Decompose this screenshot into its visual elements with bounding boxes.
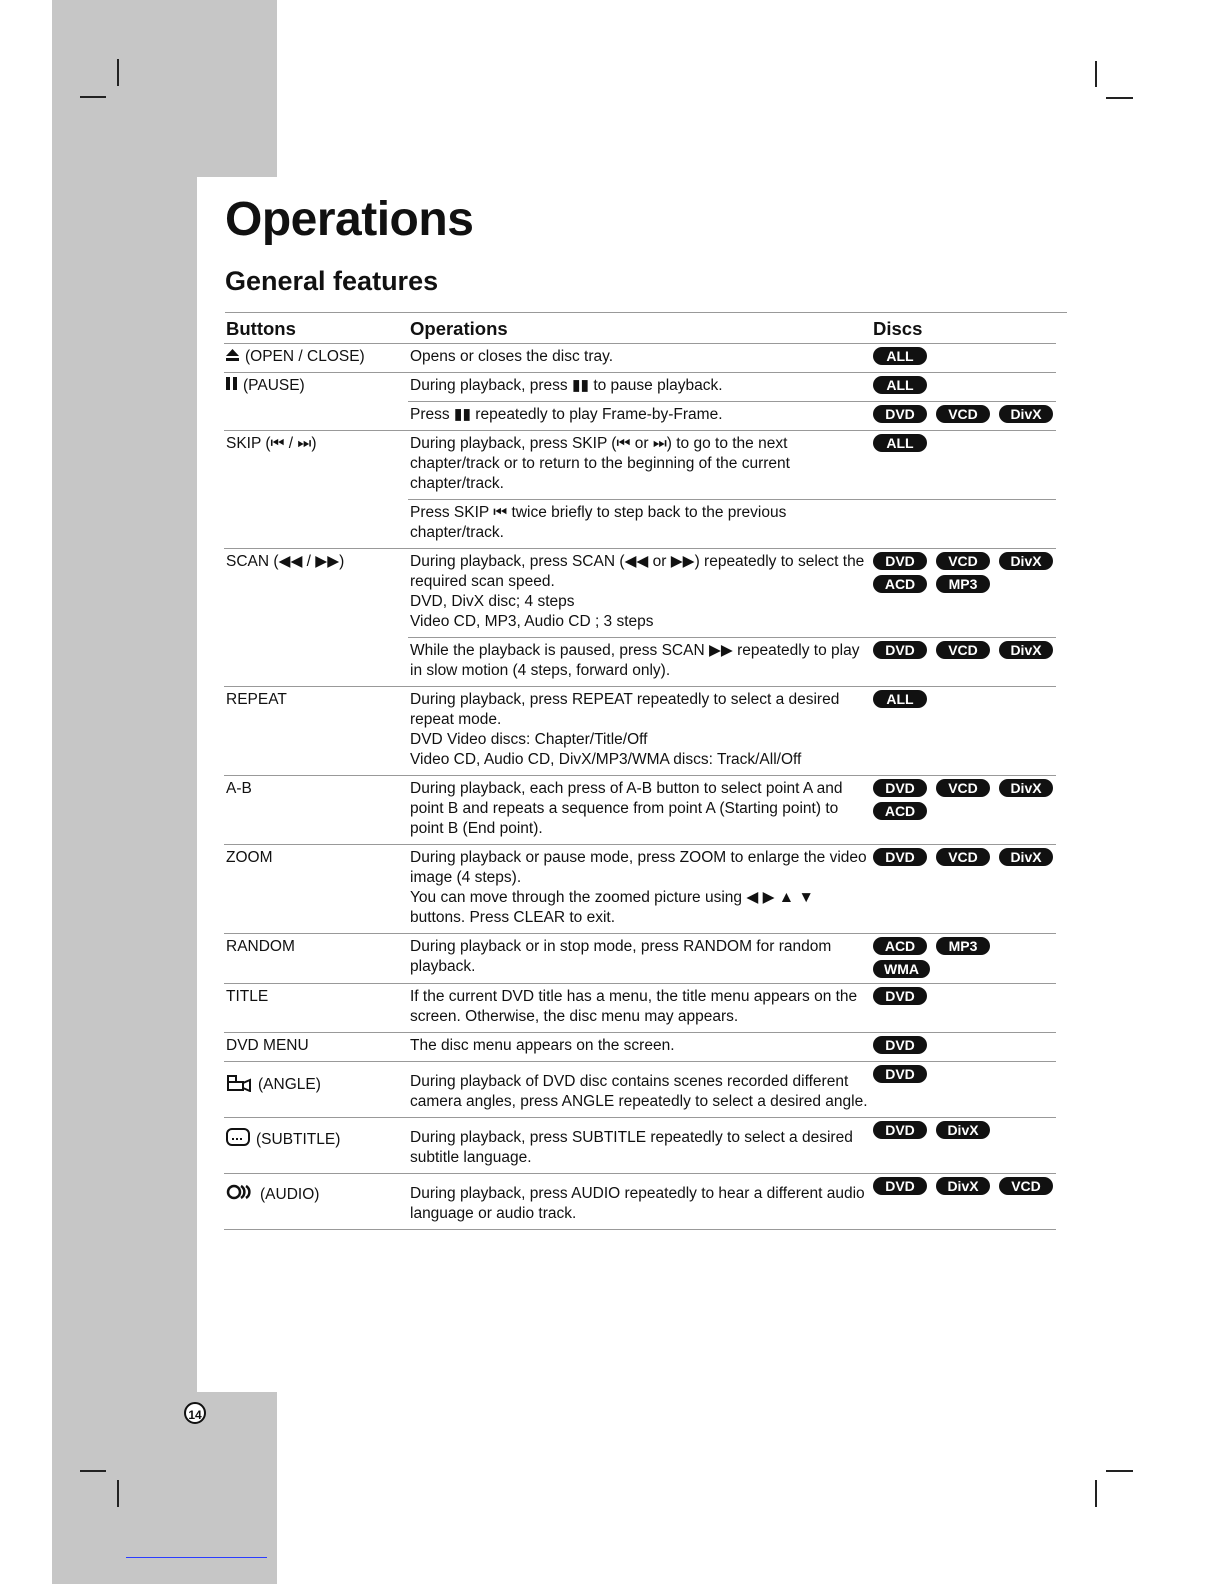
table-row	[224, 1033, 1056, 1062]
operation-text: During playback of DVD disc contains scenes recorded different camera angles, press ANGLE repeatedly to select a desired angle.	[410, 1073, 868, 1111]
button-cell	[224, 549, 408, 638]
discs-cell	[871, 687, 1056, 776]
button-label: SCAN (◀◀ / ▶▶)	[226, 553, 345, 571]
crop-mark	[117, 59, 119, 86]
disc-badge: VCD	[936, 848, 990, 866]
operation-text: Video CD, MP3, Audio CD ; 3 steps	[410, 613, 654, 631]
disc-badge: DVD	[873, 1177, 927, 1195]
discs-cell	[871, 431, 1056, 500]
discs-cell	[871, 638, 1056, 687]
button-cell	[224, 1062, 408, 1118]
operation-text: If the current DVD title has a menu, the title menu appears on the screen. Otherwise, the disc menu may appears.	[410, 988, 858, 1026]
page-number: 14	[184, 1402, 206, 1424]
button-cell	[224, 402, 408, 431]
button-label: (SUBTITLE)	[256, 1131, 341, 1149]
eject-icon	[226, 347, 239, 367]
disc-badge: VCD	[936, 405, 990, 423]
button-cell	[224, 500, 408, 549]
button-cell	[224, 1033, 408, 1062]
button-cell	[224, 845, 408, 934]
disc-badge: VCD	[999, 1177, 1053, 1195]
button-label: ZOOM	[226, 849, 273, 867]
operation-cell	[408, 1033, 871, 1062]
button-cell	[224, 776, 408, 845]
table-row	[224, 638, 1056, 687]
bottom-link-underline	[126, 1557, 267, 1558]
crop-mark	[80, 96, 106, 98]
button-label: A-B	[226, 780, 252, 798]
disc-badge: ALL	[873, 690, 927, 708]
header-operations: Operations	[408, 315, 871, 344]
operation-text: During playback, press SCAN (◀◀ or ▶▶) repeatedly to select the required scan speed.	[410, 553, 865, 591]
angle-icon	[226, 1072, 252, 1098]
table-row	[224, 500, 1056, 549]
discs-cell	[871, 344, 1056, 373]
button-cell	[224, 984, 408, 1033]
table-row	[224, 1118, 1056, 1174]
features-table	[224, 315, 1056, 1230]
divider	[225, 312, 1067, 313]
button-label: (OPEN / CLOSE)	[245, 348, 365, 366]
button-cell	[224, 431, 408, 500]
disc-badge: DivX	[936, 1121, 990, 1139]
operation-text: DVD Video discs: Chapter/Title/Off	[410, 731, 648, 749]
disc-badge: DVD	[873, 1065, 927, 1083]
sidebar-band	[52, 0, 277, 177]
button-cell	[224, 373, 408, 402]
header-buttons: Buttons	[224, 315, 408, 344]
operation-cell	[408, 549, 871, 638]
table-row	[224, 431, 1056, 500]
operation-text: During playback, press REPEAT repeatedly to select a desired repeat mode.	[410, 691, 840, 729]
disc-badge: VCD	[936, 779, 990, 797]
crop-mark	[1095, 1480, 1097, 1507]
operation-cell	[408, 500, 871, 549]
disc-badge: DVD	[873, 779, 927, 797]
table-row	[224, 373, 1056, 402]
discs-cell	[871, 402, 1056, 431]
section-title: General features	[225, 266, 439, 296]
operation-text: Press SKIP ⏮ twice briefly to step back to the previous chapter/track.	[410, 504, 787, 542]
button-label: (ANGLE)	[258, 1076, 321, 1094]
table-row	[224, 1174, 1056, 1230]
operation-cell	[408, 934, 871, 984]
disc-badge: MP3	[936, 575, 990, 593]
table-row	[224, 687, 1056, 776]
table-row	[224, 934, 1056, 984]
operation-text: DVD, DivX disc; 4 steps	[410, 593, 575, 611]
operation-text: During playback, press SUBTITLE repeatedly to select a desired subtitle language.	[410, 1129, 853, 1167]
disc-badge: DVD	[873, 1121, 927, 1139]
table-row	[224, 1062, 1056, 1118]
operation-cell	[408, 776, 871, 845]
operation-text: Opens or closes the disc tray.	[410, 348, 614, 365]
button-cell	[224, 934, 408, 984]
disc-badge: DVD	[873, 987, 927, 1005]
discs-cell	[871, 1033, 1056, 1062]
operation-text: While the playback is paused, press SCAN ▶▶ repeatedly to play in slow motion (4 steps, forward only).	[410, 642, 860, 680]
operation-cell	[408, 1118, 871, 1174]
disc-badge: DivX	[999, 641, 1053, 659]
operation-cell	[408, 984, 871, 1033]
crop-mark	[80, 1470, 106, 1472]
operation-cell	[408, 1062, 871, 1118]
disc-badge: DVD	[873, 405, 927, 423]
sidebar-band	[52, 177, 197, 1392]
disc-badge: ACD	[873, 937, 927, 955]
operation-text: During playback or pause mode, press ZOOM to enlarge the video image (4 steps).	[410, 849, 867, 887]
disc-badge: ALL	[873, 347, 927, 365]
discs-cell	[871, 1174, 1056, 1230]
button-label: REPEAT	[226, 691, 287, 709]
button-label: SKIP (⏮ / ⏭)	[226, 435, 317, 453]
disc-badge: WMA	[873, 960, 930, 978]
operation-cell	[408, 1174, 871, 1230]
disc-badge: DivX	[999, 848, 1053, 866]
discs-cell	[871, 373, 1056, 402]
page-title: Operations	[225, 193, 474, 246]
disc-badge: ACD	[873, 802, 927, 820]
operation-text: During playback, each press of A-B button to select point A and point B and repeats a sequence from point A (Starting point) to point B (End point).	[410, 780, 843, 838]
disc-badge: MP3	[936, 937, 990, 955]
operation-text: Press ▮▮ repeatedly to play Frame-by-Frame.	[410, 406, 723, 424]
discs-cell	[871, 500, 1056, 549]
table-header-row	[224, 315, 1056, 344]
discs-cell	[871, 1118, 1056, 1174]
crop-mark	[117, 1480, 119, 1507]
disc-badge: ACD	[873, 575, 927, 593]
operation-text: During playback or in stop mode, press RANDOM for random playback.	[410, 938, 832, 976]
pause-icon	[226, 376, 237, 396]
operation-text: Video CD, Audio CD, DivX/MP3/WMA discs: Track/All/Off	[410, 751, 802, 769]
disc-badge: DivX	[936, 1177, 990, 1195]
operation-text: You can move through the zoomed picture using ◀ ▶ ▲ ▼ buttons. Press CLEAR to exit.	[410, 889, 814, 927]
button-label: TITLE	[226, 988, 269, 1006]
table-row	[224, 344, 1056, 373]
operation-text: During playback, press ▮▮ to pause playback.	[410, 377, 723, 395]
operation-cell	[408, 402, 871, 431]
operation-cell	[408, 845, 871, 934]
disc-badge: DivX	[999, 779, 1053, 797]
disc-badge: DVD	[873, 552, 927, 570]
discs-cell	[871, 934, 1056, 984]
operation-cell	[408, 373, 871, 402]
discs-cell	[871, 1062, 1056, 1118]
disc-badge: DVD	[873, 641, 927, 659]
operation-text: During playback, press AUDIO repeatedly to hear a different audio language or audio track.	[410, 1185, 865, 1223]
sidebar-band	[52, 1392, 277, 1584]
button-cell	[224, 1118, 408, 1174]
crop-mark	[1106, 97, 1133, 99]
button-label: DVD MENU	[226, 1037, 309, 1055]
subtitle-icon	[226, 1128, 250, 1152]
table-row	[224, 776, 1056, 845]
table-row	[224, 845, 1056, 934]
operation-text: The disc menu appears on the screen.	[410, 1037, 675, 1055]
button-cell	[224, 344, 408, 373]
button-cell	[224, 687, 408, 776]
discs-cell	[871, 776, 1056, 845]
button-label: (PAUSE)	[243, 377, 305, 395]
operation-text: During playback, press SKIP (⏮ or ⏭) to go to the next chapter/track or to return to the beginning of the current chapter/track.	[410, 435, 790, 493]
button-cell	[224, 1174, 408, 1230]
disc-badge: DVD	[873, 1036, 927, 1054]
button-label: (AUDIO)	[260, 1186, 320, 1204]
discs-cell	[871, 549, 1056, 638]
operation-cell	[408, 431, 871, 500]
discs-cell	[871, 845, 1056, 934]
disc-badge: ALL	[873, 376, 927, 394]
operation-cell	[408, 344, 871, 373]
header-discs: Discs	[871, 315, 1056, 344]
disc-badge: DivX	[999, 405, 1053, 423]
crop-mark	[1095, 61, 1097, 87]
operation-cell	[408, 687, 871, 776]
discs-cell	[871, 984, 1056, 1033]
button-label: RANDOM	[226, 938, 295, 956]
disc-badge: VCD	[936, 641, 990, 659]
disc-badge: ALL	[873, 434, 927, 452]
disc-badge: VCD	[936, 552, 990, 570]
table-row	[224, 984, 1056, 1033]
disc-badge: DVD	[873, 848, 927, 866]
audio-icon	[226, 1184, 254, 1206]
operation-cell	[408, 638, 871, 687]
table-row	[224, 402, 1056, 431]
disc-badge: DivX	[999, 552, 1053, 570]
crop-mark	[1106, 1470, 1133, 1472]
button-cell	[224, 638, 408, 687]
table-row	[224, 549, 1056, 638]
